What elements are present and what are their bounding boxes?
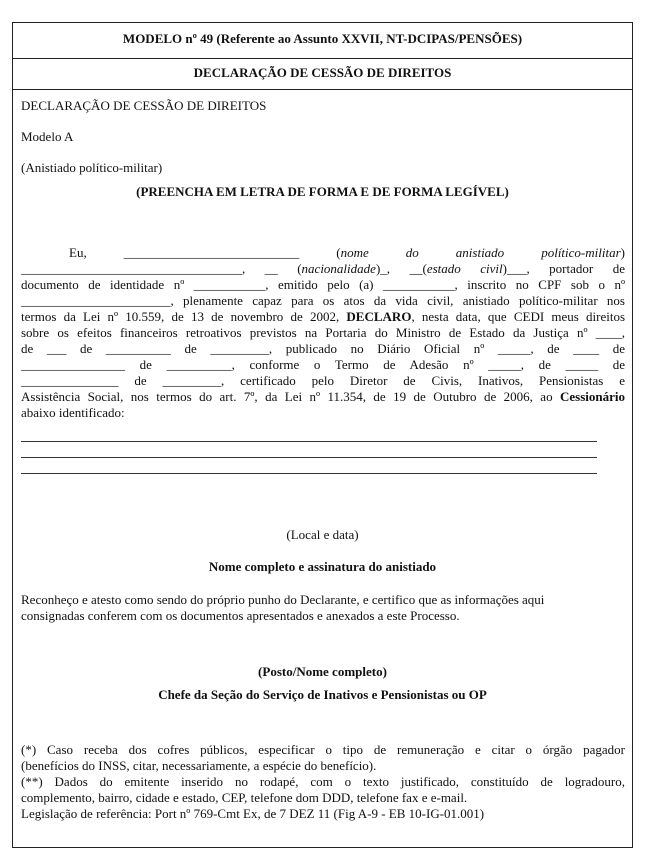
legislation-reference: Legislação de referência: Port nº 769-Cmt Ex, de 7 DEZ 11 (Fig A-9 - EB 10-IG-01.001) bbox=[21, 806, 485, 821]
model-title: MODELO nº 49 (Referente ao Assunto XXVII, NT-DCIPAS/PENSÕES) bbox=[122, 31, 523, 46]
footnote-2-cont: complemento, bairro, cidade e estado, CEP, telefone dom DDD, telefone fax e e-mail. bbox=[21, 790, 468, 805]
cessionario-blank-1[interactable] bbox=[21, 441, 597, 442]
attestation-line-1: Reconheço e atesto como sendo do próprio punho do Declarante, e certifico que as informações aqui bbox=[21, 592, 545, 607]
declaration-line-1: Eu, ___________________________ (nome do anistiado político-militar) bbox=[69, 245, 625, 260]
declaration-line-3: documento de identidade nº ___________, emitido pelo (a) ___________, inscrito no CPF sob o nº bbox=[21, 277, 625, 292]
section-title: DECLARAÇÃO DE CESSÃO DE DIREITOS bbox=[193, 65, 452, 80]
name-blank: ___________________________ bbox=[123, 245, 300, 260]
doc-title: DECLARAÇÃO DE CESSÃO DE DIREITOS bbox=[21, 98, 267, 113]
footnote-1-cont: (benefícios do INSS, citar, necessariamente, a espécie do benefício). bbox=[21, 758, 377, 773]
declaration-line-8: ________________ de __________, conforme o Termo de Adesão nº _____, de _____ de bbox=[21, 357, 625, 372]
local-date-label: (Local e data) bbox=[286, 527, 359, 542]
footnote-2: (**) Dados do emitente inserido no rodapé, com o texto justificado, constituído de logradouro, bbox=[21, 774, 625, 789]
section-chief-label: Chefe da Seção do Serviço de Inativos e Pensionistas ou OP bbox=[158, 687, 487, 702]
declaration-line-11: abaixo identificado: bbox=[21, 405, 125, 420]
cessionario-blank-2[interactable] bbox=[21, 457, 597, 458]
section-divider bbox=[13, 89, 632, 90]
model-label: Modelo A bbox=[21, 129, 74, 144]
cessionario-word: Cessionário bbox=[560, 389, 626, 404]
person-type: (Anistiado político-militar) bbox=[21, 160, 163, 175]
declaro-word: DECLARO bbox=[346, 309, 412, 324]
header-divider bbox=[13, 58, 632, 59]
attestation-line-2: consignadas conferem com os documentos apresentados e anexados a este Processo. bbox=[21, 608, 460, 623]
declaration-line-2: __________________________________, __ (nacionalidade)_, __(estado civil)___, portador de bbox=[21, 261, 625, 276]
anistiado-signature-label: Nome completo e assinatura do anistiado bbox=[208, 559, 437, 574]
cessionario-blank-3[interactable] bbox=[21, 473, 597, 474]
declaration-line-5: termos da Lei nº 10.559, de 13 de novembro de 2002, DECLARO, nesta data, que CEDI meus direitos bbox=[21, 309, 625, 324]
eu-label: Eu, bbox=[69, 245, 87, 260]
declaration-line-4: _______________________, plenamente capaz para os atos da vida civil, anistiado político-militar nos bbox=[21, 293, 625, 308]
rank-name-label: (Posto/Nome completo) bbox=[258, 664, 387, 679]
declaration-line-10: Assistência Social, nos termos do art. 7º, da Lei nº 11.354, de 19 de Outubro de 2006, ao Cessionário bbox=[21, 389, 626, 404]
declaration-line-7: de ___ de __________ de _________, publicado no Diário Oficial nº _____, de ____ de bbox=[21, 341, 625, 356]
footnote-1: (*) Caso receba dos cofres públicos, especificar o tipo de remuneração e citar o órgão pagador bbox=[21, 742, 625, 757]
fill-instruction: (PREENCHA EM LETRA DE FORMA E DE FORMA LEGÍVEL) bbox=[136, 184, 509, 199]
declaration-line-6: sobre os efeitos financeiros retroativos previstos na Portaria do Ministro de Estado da Justiça nº ____, bbox=[21, 325, 625, 340]
declaration-line-9: _______________ de _________, certificado pelo Diretor de Civis, Inativos, Pensionistas e bbox=[21, 373, 625, 388]
form-frame bbox=[12, 22, 633, 848]
